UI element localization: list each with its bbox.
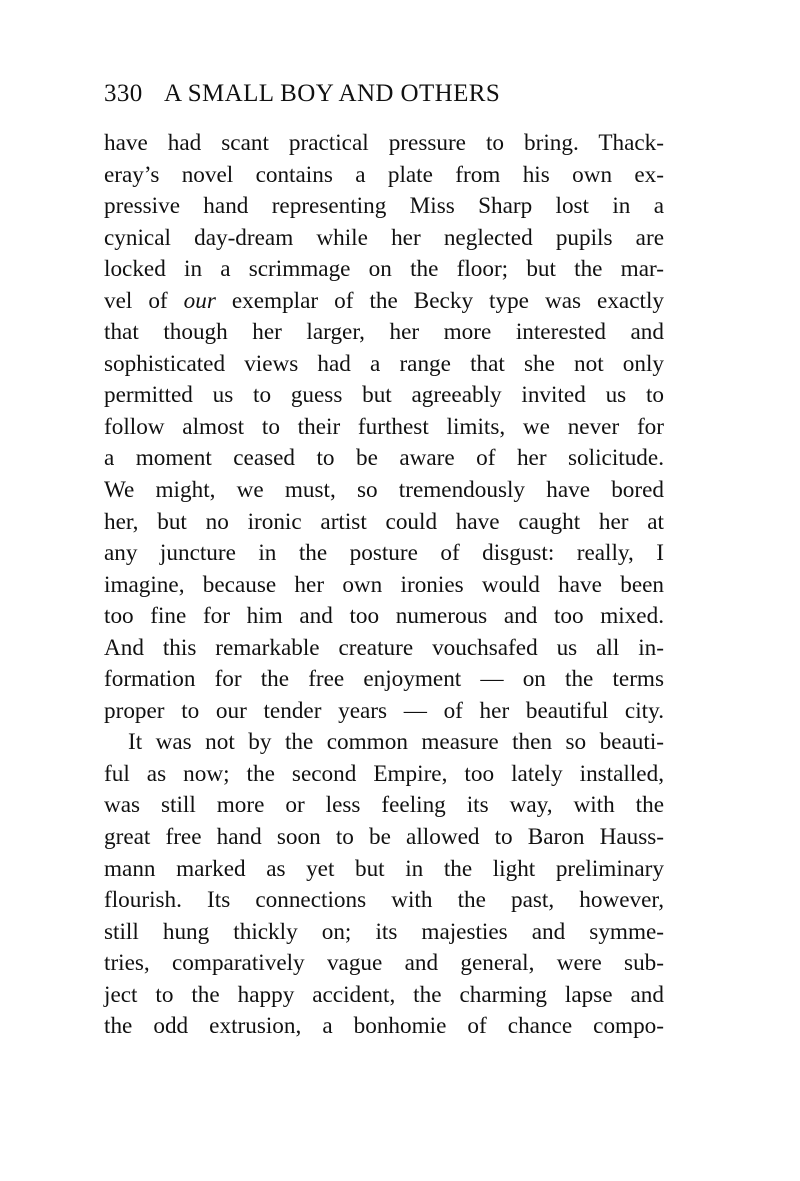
running-head xyxy=(104,80,664,114)
text-line: tries, comparatively vague and general, were sub- xyxy=(104,950,664,977)
text-line: pressive hand representing Miss Sharp lost in a xyxy=(104,193,664,220)
text-line: It was not by the common measure then so beauti- xyxy=(128,729,664,756)
text-line: her, but no ironic artist could have caught her at xyxy=(104,508,664,535)
text-line: any juncture in the posture of disgust: really, I xyxy=(104,540,664,567)
text-line: eray’s novel contains a plate from his own ex- xyxy=(104,161,664,188)
text-line: ful as now; the second Empire, too lately installed, xyxy=(104,760,664,787)
text-line: the odd extrusion, a bonhomie of chance compo- xyxy=(104,1013,664,1040)
italic-word: our xyxy=(183,287,216,314)
text-line: flourish. Its connections with the past, however, xyxy=(104,887,664,914)
book-title: A SMALL BOY AND OTHERS xyxy=(164,80,501,107)
body-text xyxy=(104,128,664,1043)
text-line-with-italic xyxy=(104,286,664,318)
text-line: mann marked as yet but in the light preliminary xyxy=(104,855,664,882)
text-fragment: exemplar of the Becky type was exactly xyxy=(215,287,664,314)
text-line: formation for the free enjoyment — on the terms xyxy=(104,666,664,693)
text-line: that though her larger, her more interested and xyxy=(104,319,664,346)
text-line: ject to the happy accident, the charming lapse and xyxy=(104,981,664,1008)
text-line: have had scant practical pressure to bring. Thack- xyxy=(104,130,664,156)
text-line: locked in a scrimmage on the floor; but the mar- xyxy=(104,256,664,283)
text-line: permitted us to guess but agreeably invited us to xyxy=(104,382,664,409)
text-line: We might, we must, so tremendously have bored xyxy=(104,477,664,504)
text-line: And this remarkable creature vouchsafed us all in- xyxy=(104,634,664,661)
text-line: imagine, because her own ironies would have been xyxy=(104,571,664,598)
page-number: 330 xyxy=(104,80,143,107)
text-line: sophisticated views had a range that she not only xyxy=(104,350,664,377)
text-line: proper to our tender years — of her beautiful city. xyxy=(104,697,664,724)
text-line: too fine for him and too numerous and too mixed. xyxy=(104,603,664,630)
text-line: great free hand soon to be allowed to Baron Hauss- xyxy=(104,824,664,851)
text-fragment: vel of xyxy=(104,287,184,314)
text-line: follow almost to their furthest limits, we never for xyxy=(104,413,664,440)
text-line: a moment ceased to be aware of her solicitude. xyxy=(104,445,664,472)
text-line: still hung thickly on; its majesties and symme- xyxy=(104,918,664,945)
text-line: was still more or less feeling its way, with the xyxy=(104,792,664,819)
text-line: cynical day-dream while her neglected pupils are xyxy=(104,224,664,251)
